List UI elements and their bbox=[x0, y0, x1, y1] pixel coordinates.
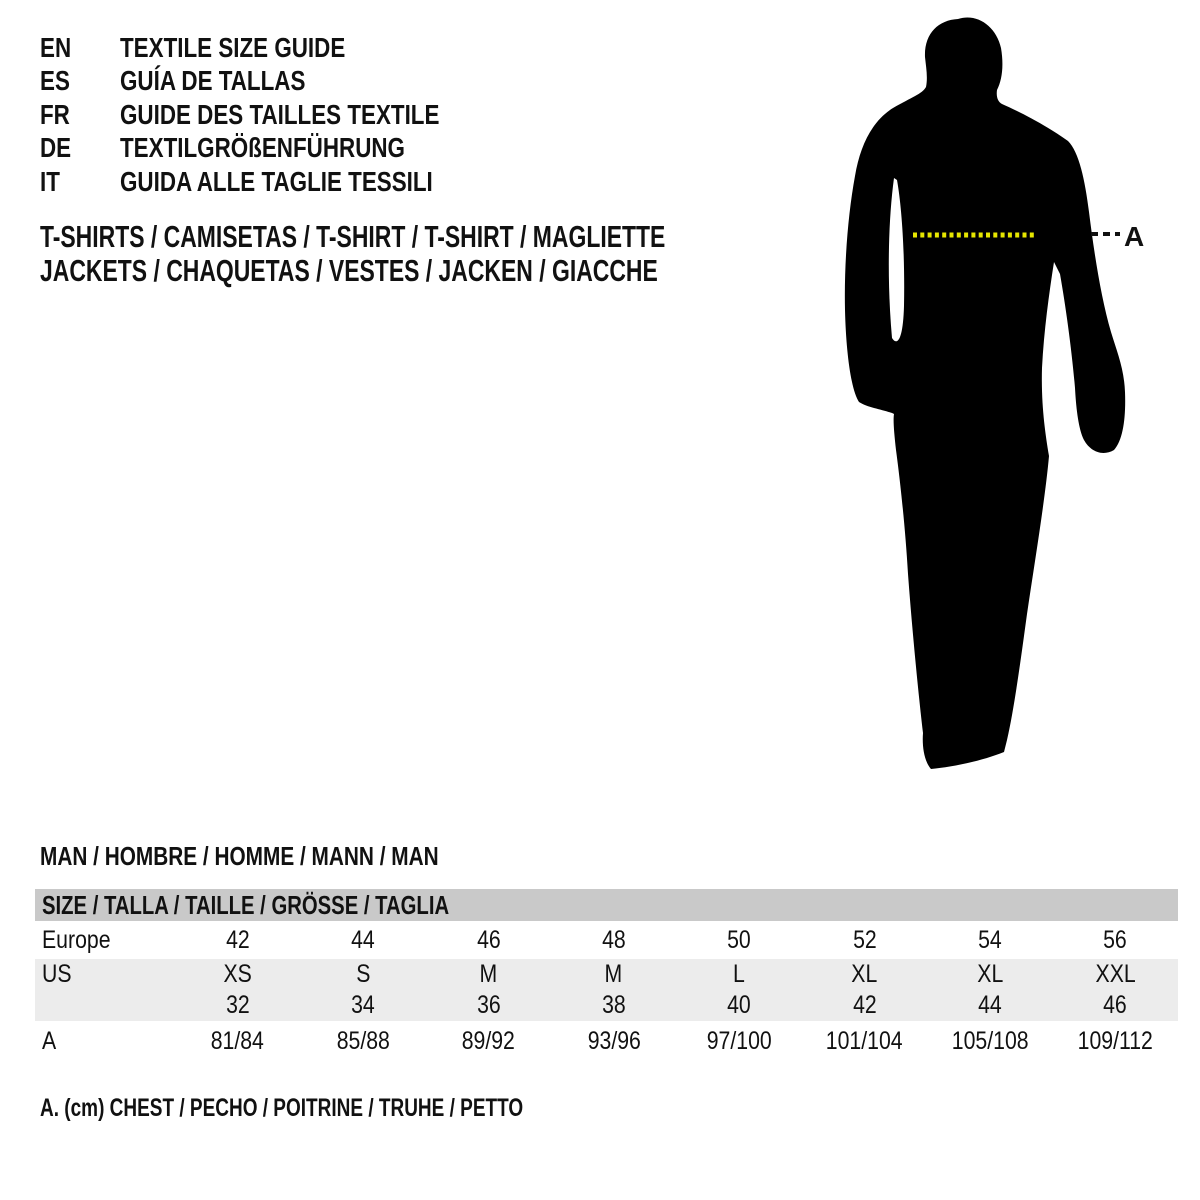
language-guide-list bbox=[40, 31, 519, 199]
measure-label-a: A bbox=[1124, 221, 1145, 252]
measurement-footnote: A. (cm) CHEST / PECHO / POITRINE / TRUHE / PETTO bbox=[40, 1094, 524, 1122]
table-row-us: US XS S M M L XL XL XXL bbox=[35, 959, 1178, 990]
man-silhouette-shape bbox=[845, 18, 1125, 769]
guide-title-de: TEXTILGRÖßENFÜHRUNG bbox=[120, 132, 405, 164]
language-code: ES bbox=[40, 65, 70, 97]
table-row-us-numeric: 32 34 36 38 40 42 44 46 bbox=[35, 990, 1178, 1021]
guide-title-fr: GUIDE DES TAILLES TEXTILE bbox=[120, 98, 440, 130]
list-item bbox=[40, 65, 519, 99]
size-table-header: SIZE / TALLA / TAILLE / GRÖSSE / TAGLIA bbox=[35, 889, 1178, 921]
row-label: Europe bbox=[42, 925, 111, 954]
list-item bbox=[40, 132, 519, 166]
language-code: EN bbox=[40, 31, 72, 63]
section-title-man: MAN / HOMBRE / HOMME / MANN / MAN bbox=[40, 841, 439, 871]
size-table bbox=[35, 889, 1178, 1061]
language-code: FR bbox=[40, 98, 70, 130]
list-item bbox=[40, 31, 519, 65]
man-silhouette-figure bbox=[830, 0, 1170, 800]
language-code: DE bbox=[40, 132, 72, 164]
list-item bbox=[40, 98, 519, 132]
language-code: IT bbox=[40, 165, 60, 197]
table-row-chest-a: A 81/84 85/88 89/92 93/96 97/100 101/104 105/108 109/112 bbox=[42, 1026, 1153, 1055]
guide-title-es: GUÍA DE TALLAS bbox=[120, 65, 306, 97]
list-item bbox=[40, 165, 519, 199]
man-silhouette-svg bbox=[830, 0, 1170, 800]
product-types bbox=[40, 220, 885, 288]
guide-title-en: TEXTILE SIZE GUIDE bbox=[120, 31, 346, 63]
table-row-europe: Europe 42 44 46 48 50 52 54 56 bbox=[42, 925, 1128, 954]
product-line-tshirts: T-SHIRTS / CAMISETAS / T-SHIRT / T-SHIRT / MAGLIETTE bbox=[40, 219, 666, 254]
guide-title-it: GUIDA ALLE TAGLIE TESSILI bbox=[120, 165, 433, 197]
row-label: US bbox=[42, 960, 72, 988]
product-line-jackets: JACKETS / CHAQUETAS / VESTES / JACKEN / GIACCHE bbox=[40, 253, 658, 288]
row-label: A bbox=[42, 1026, 57, 1055]
